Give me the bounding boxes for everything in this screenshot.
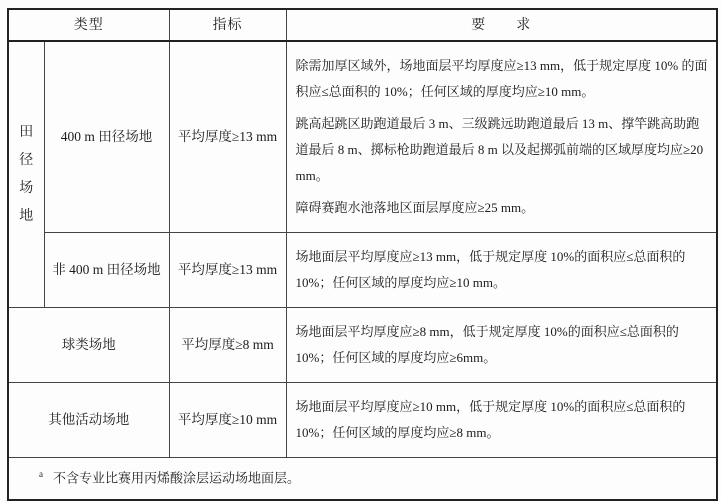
type-cell-non-400m-track: 非 400 m 田径场地: [44, 233, 169, 308]
indicator-cell-other-activity-field: 平均厚度≥10 mm: [169, 383, 286, 458]
requirement-cell-400m-track: [286, 41, 717, 233]
type-cell-400m-track: 400 m 田径场地: [44, 41, 169, 233]
requirement-paragraph: 场地面层平均厚度应≥10 mm，低于规定厚度 10%的面积应≤总面积的 10%；任何区域的厚度均应≥8 mm。: [295, 399, 686, 440]
group-label-athletics-field: 田径场地: [19, 124, 34, 224]
requirement-cell-ball-field: [286, 308, 717, 383]
thickness-spec-table: [7, 8, 718, 501]
row-other-activity-field: [8, 383, 717, 458]
requirement-cell-non-400m-track: [286, 233, 717, 308]
indicator-cell-ball-field: 平均厚度≥8 mm: [169, 308, 286, 383]
indicator-cell-non-400m-track: 平均厚度≥13 mm: [169, 233, 286, 308]
row-ball-field: [8, 308, 717, 383]
footnote-row: [8, 458, 717, 500]
requirement-paragraph: 除需加厚区域外，场地面层平均厚度应≥13 mm，低于规定厚度 10% 的面积应≤总面积的 10%；任何区域的厚度均应≥10 mm。: [295, 58, 708, 99]
footnote-text: 不含专业比赛用丙烯酸涂层运动场地面层。: [53, 470, 301, 486]
header-type: 类型: [8, 9, 169, 41]
indicator-cell-400m-track: 平均厚度≥13 mm: [169, 41, 286, 233]
requirement-cell-other-activity-field: [286, 383, 717, 458]
group-cell-athletics-field: [8, 41, 44, 308]
footnote-marker: a: [39, 469, 43, 480]
header-indicator: 指标: [169, 9, 286, 41]
row-400m-track: [8, 41, 717, 233]
row-non-400m-track: [8, 233, 717, 308]
requirement-paragraph: 场地面层平均厚度应≥13 mm，低于规定厚度 10%的面积应≤总面积的 10%；任何区域的厚度均应≥10 mm。: [295, 249, 686, 290]
header-requirement: 要 求: [286, 9, 717, 41]
footnote-cell: [8, 458, 717, 500]
type-cell-other-activity-field: 其他活动场地: [8, 383, 169, 458]
requirement-paragraph: 跳高起跳区助跑道最后 3 m、三级跳远助跑道最后 13 m、撑竿跳高助跑道最后 8 m、掷标枪助跑道最后 8 m 以及起掷弧前端的区域厚度均应≥20 mm。: [295, 116, 704, 183]
header-row: [8, 9, 717, 41]
type-cell-ball-field: 球类场地: [8, 308, 169, 383]
requirement-paragraph: 障碍赛跑水池落地区面层厚度应≥25 mm。: [295, 200, 535, 215]
requirement-paragraph: 场地面层平均厚度应≥8 mm，低于规定厚度 10%的面积应≤总面积的 10%；任何区域的厚度均应≥6mm。: [295, 324, 679, 365]
